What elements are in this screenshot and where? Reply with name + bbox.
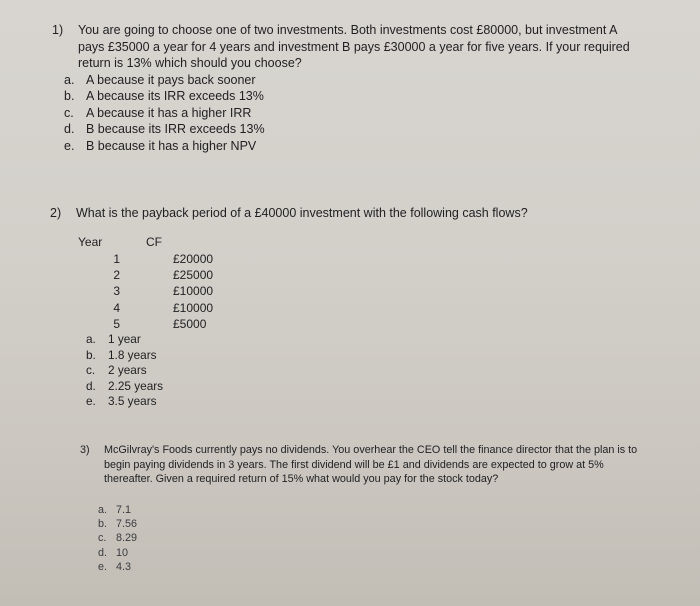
option-e xyxy=(98,560,137,574)
option-e xyxy=(86,394,163,410)
table-row xyxy=(78,284,278,300)
option-a xyxy=(86,332,163,348)
option-b xyxy=(64,88,632,105)
option-text: 1 year xyxy=(108,332,141,346)
table-row xyxy=(78,301,278,317)
question-2 xyxy=(50,205,610,222)
answer-options xyxy=(64,72,632,155)
question-number: 1) xyxy=(52,23,64,37)
option-text: 1.8 years xyxy=(108,347,157,362)
option-text: 7.56 xyxy=(116,518,138,531)
table-row xyxy=(78,252,278,268)
option-letter: b. xyxy=(64,89,75,103)
option-e xyxy=(64,138,632,155)
option-text: B because it has a higher NPV xyxy=(86,138,257,153)
option-text: 10 xyxy=(116,546,129,559)
option-text: 3.5 years xyxy=(108,394,157,408)
question-text: What is the payback period of a £40000 investment with the following cash flows? xyxy=(76,206,528,220)
year-cell: 2 xyxy=(113,268,120,282)
option-c xyxy=(98,531,137,545)
question-number: 3) xyxy=(80,444,90,456)
option-letter: c. xyxy=(98,532,107,545)
option-text: 4.3 xyxy=(116,560,132,573)
option-letter: c. xyxy=(64,105,74,120)
option-letter: a. xyxy=(98,504,108,516)
option-text: 2 years xyxy=(108,363,147,377)
option-c xyxy=(86,363,163,379)
question-text: You are going to choose one of two investments. Both investments cost £80000, but investment A pays £35000 a year for 4 years and investment B pays £30000 a year for five years. If your required return is 13% which should you choose? xyxy=(78,23,630,70)
answer-options xyxy=(98,503,137,574)
table-row xyxy=(78,268,278,284)
option-letter: b. xyxy=(98,518,108,531)
cf-cell: £25000 xyxy=(173,268,214,282)
year-cell: 4 xyxy=(113,301,120,315)
option-text: 2.25 years xyxy=(108,378,164,393)
cf-cell: £10000 xyxy=(173,301,214,315)
table-row xyxy=(78,317,278,333)
cf-cell: £10000 xyxy=(173,284,214,298)
question-text: McGilvray's Foods currently pays no dividends. You overhear the CEO tell the finance director that the plan is to begin paying dividends in 3 years. The first dividend will be £1 and dividends are expected to grow at 5% thereafter. Given a required return of 15% what would you pay for the stock today? xyxy=(104,444,638,485)
option-b xyxy=(98,517,137,531)
option-a xyxy=(64,72,632,89)
option-letter: e. xyxy=(86,394,96,408)
option-text: A because it pays back sooner xyxy=(86,72,256,87)
option-text: 7.1 xyxy=(116,504,132,516)
option-letter: c. xyxy=(86,363,96,377)
option-a xyxy=(98,503,137,517)
cf-cell: £5000 xyxy=(173,317,207,331)
year-cell: 3 xyxy=(113,284,120,298)
option-letter: a. xyxy=(86,332,96,346)
year-cell: 5 xyxy=(113,317,120,331)
option-text: A because its IRR exceeds 13% xyxy=(86,89,264,103)
option-d xyxy=(64,121,632,138)
year-header: Year xyxy=(78,235,103,249)
year-cell: 1 xyxy=(113,252,120,266)
cf-header: CF xyxy=(146,235,162,249)
option-b xyxy=(86,348,163,364)
option-letter: b. xyxy=(86,347,96,362)
option-text: 8.29 xyxy=(116,532,138,545)
answer-options xyxy=(86,332,163,410)
option-letter: a. xyxy=(64,72,75,87)
question-1 xyxy=(52,22,632,154)
question-3 xyxy=(80,443,640,487)
option-letter: e. xyxy=(98,560,108,573)
cf-cell: £20000 xyxy=(173,252,214,266)
option-c xyxy=(64,105,632,122)
option-d xyxy=(98,546,137,560)
option-text: B because its IRR exceeds 13% xyxy=(86,122,265,136)
option-text: A because it has a higher IRR xyxy=(86,105,252,120)
option-d xyxy=(86,379,163,395)
option-letter: d. xyxy=(64,122,75,136)
option-letter: e. xyxy=(64,138,75,153)
option-letter: d. xyxy=(98,546,108,559)
option-letter: d. xyxy=(86,378,96,393)
question-number: 2) xyxy=(50,206,62,220)
